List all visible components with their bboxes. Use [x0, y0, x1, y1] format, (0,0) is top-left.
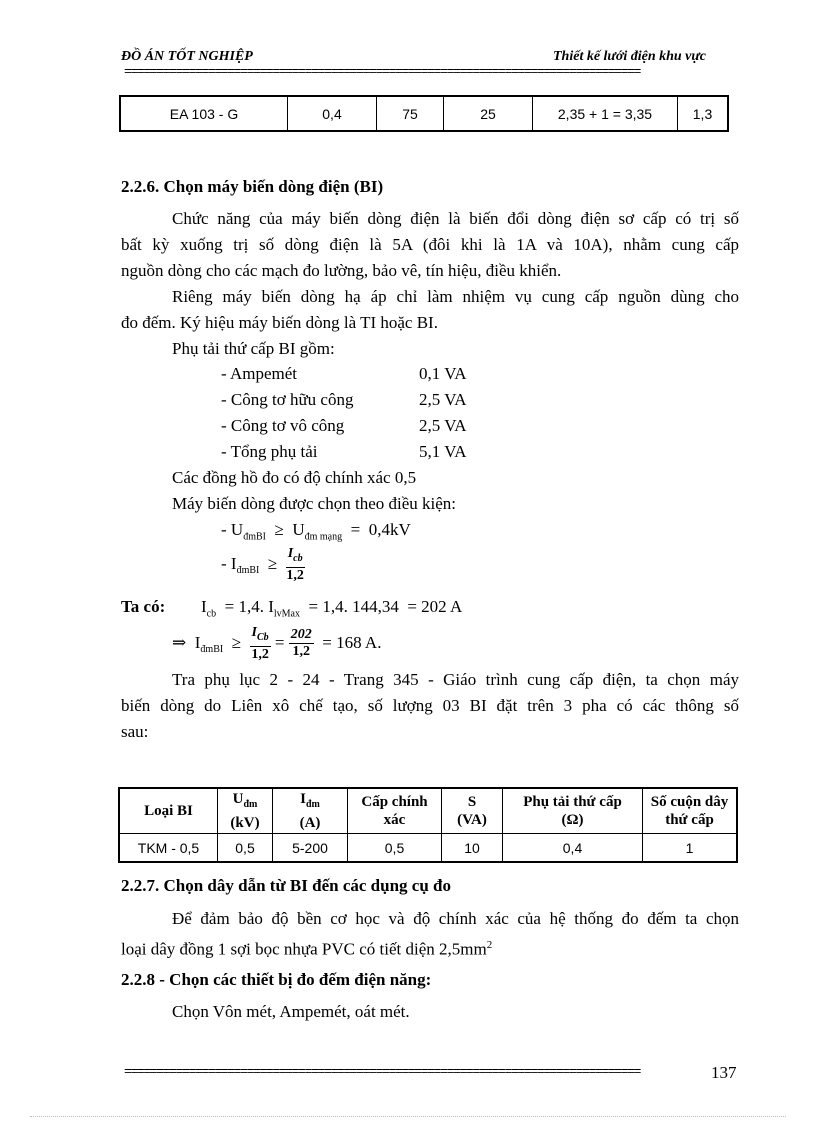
- bi-table: [118, 787, 738, 863]
- table-cell: 2,35 + 1 = 3,35: [533, 96, 678, 131]
- load-name: - Tổng phụ tải: [221, 442, 318, 461]
- table-cell: 0,5: [218, 834, 273, 863]
- table-cell: 25: [444, 96, 533, 131]
- accuracy-line: Các đồng hồ đo có độ chính xác 0,5: [172, 468, 417, 487]
- taco-label: Ta có:: [121, 597, 166, 616]
- load-name: - Công tơ hữu công: [221, 390, 354, 409]
- load-name: - Công tơ vô công: [221, 416, 345, 435]
- table-cell: 0,5: [348, 834, 442, 863]
- condition-1: - $U_{đmBI} \ge U_{đm mạng} = 0,4kV$: [221, 520, 411, 543]
- page-bottom-divider: [30, 1116, 786, 1117]
- para3-line: Tra phụ lục 2 - 24 - Trang 345 - Giáo trình cung cấp điện, ta chọn máy: [172, 670, 739, 689]
- section-title-226: 2.2.6. Chọn máy biến dòng điện (BI): [121, 177, 384, 196]
- para1-line: Chức năng của máy biến dòng điện là biến đổi dòng điện sơ cấp có trị số: [172, 209, 739, 228]
- section-title-227: 2.2.7. Chọn dây dẫn từ BI đến các dụng cụ đo: [121, 876, 451, 895]
- header-cell: Số cuộn dây thứ cấp: [643, 788, 738, 834]
- para1-line: nguồn dòng cho các mạch đo lường, bảo vê, tín hiệu, điều khiển.: [121, 261, 562, 280]
- load-value: 5,1 VA: [419, 442, 467, 461]
- table-row: [119, 834, 737, 863]
- header-right: Thiết kế lưới điện khu vực: [553, 49, 707, 64]
- header-rule: ================================================================================: [124, 64, 641, 79]
- fraction: $\frac{I_{cb}}{1,2}$: [286, 546, 304, 583]
- top-table: [119, 95, 729, 132]
- load-name: - Ampemét: [221, 364, 298, 383]
- header-cell: Cấp chính xác: [348, 788, 442, 834]
- para3-line: sau:: [121, 722, 149, 741]
- header-cell: Phụ tải thứ cấp (Ω): [503, 788, 643, 834]
- taco-expression: $I_{cb} = 1,4$. $I_{lvMax} = 1,4$. 144,34 = 202 A: [201, 597, 463, 620]
- header-cell: $U_{đm}$ (kV): [218, 788, 273, 834]
- result-expression: ⇒ $I_{đmBI}$ ≥ $\frac{I_{Cb}}{1,2}$ = $\frac{202}{1,2}$ = 168 A.: [172, 625, 382, 662]
- load-value: 2,5 VA: [419, 416, 467, 435]
- para1-line: bất kỳ xuống trị số dòng điện là 5A (đôi khi là 1A và 10A), nhằm cung cấp: [121, 235, 739, 254]
- table-cell: TKM - 0,5: [119, 834, 218, 863]
- table-cell: 75: [377, 96, 444, 131]
- para-227-line: loại dây đồng 1 sợi bọc nhựa PVC có tiết diện $2,5mm^2$: [121, 939, 493, 959]
- fraction: $\frac{I_{Cb}}{1,2}$: [251, 625, 269, 662]
- table-cell: 0,4: [503, 834, 643, 863]
- section-title-228: 2.2.8 - Chọn các thiết bị đo đếm điện năng:: [121, 970, 432, 989]
- condition-2: - $I_{đmBI}$ ≥ $\frac{I_{cb}}{1,2}$: [221, 546, 304, 583]
- para2-line: đo đếm. Ký hiệu máy biến dòng là TI hoặc BI.: [121, 313, 438, 332]
- footer-rule: ================================================================================: [124, 1064, 641, 1079]
- fraction: $\frac{202}{1,2}$: [290, 627, 312, 660]
- table-cell: 5-200: [273, 834, 348, 863]
- table-row: [120, 96, 728, 131]
- table-cell: 1,3: [678, 96, 729, 131]
- table-cell: 0,4: [288, 96, 377, 131]
- load-value: 2,5 VA: [419, 390, 467, 409]
- para3-line: biến dòng do Liên xô chế tạo, số lượng 03 BI đặt trên 3 pha có các thông số: [121, 696, 739, 715]
- condition-title: Máy biến dòng được chọn theo điều kiện:: [172, 494, 457, 513]
- para2-line: Riêng máy biến dòng hạ áp chỉ làm nhiệm vụ cung cấp nguồn dùng cho: [172, 287, 739, 306]
- table-cell: 1: [643, 834, 738, 863]
- table-header-row: [119, 788, 737, 834]
- header-cell: Loại BI: [119, 788, 218, 834]
- page-number: 137: [711, 1063, 737, 1082]
- load-value: 0,1 VA: [419, 364, 467, 383]
- header-left: ĐỒ ÁN TỐT NGHIỆP: [121, 49, 253, 64]
- table-cell: EA 103 - G: [120, 96, 288, 131]
- header-cell: S (VA): [442, 788, 503, 834]
- para-227-line: Để đảm bảo độ bền cơ học và độ chính xác của hệ thống đo đếm ta chọn: [172, 909, 739, 928]
- load-title: Phụ tải thứ cấp BI gồm:: [172, 339, 335, 358]
- table-cell: 10: [442, 834, 503, 863]
- header-cell: $I_{đm}$ (A): [273, 788, 348, 834]
- para-228-line: Chọn Vôn mét, Ampemét, oát mét.: [172, 1002, 410, 1021]
